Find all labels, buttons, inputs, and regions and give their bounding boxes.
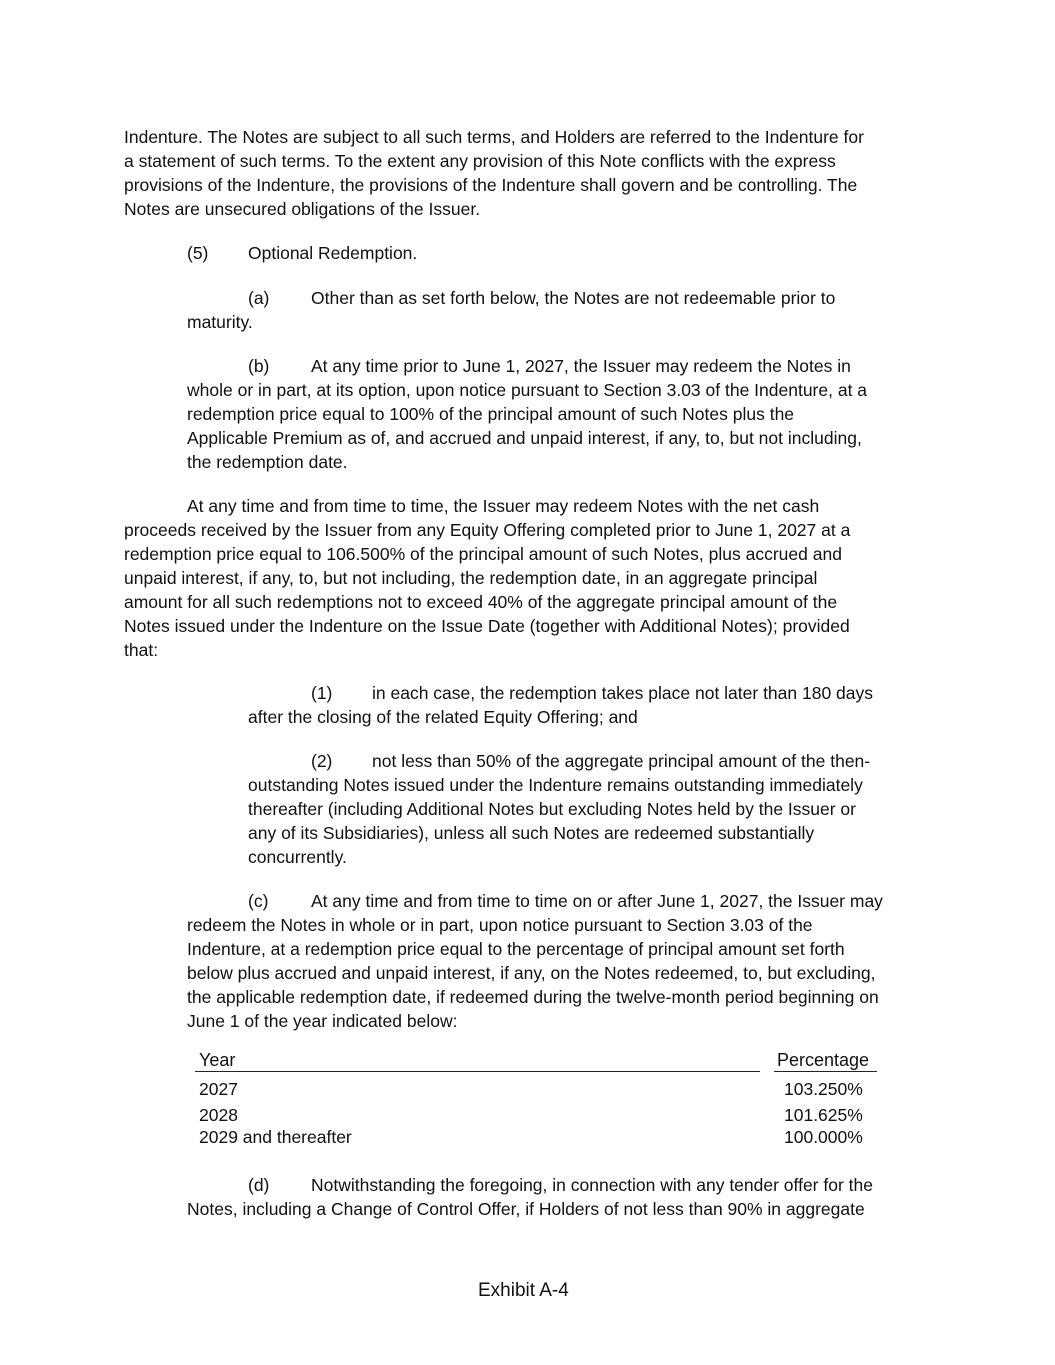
text-line: Notes, including a Change of Control Offer, if Holders of not less than 90% in aggregate — [187, 1199, 865, 1219]
text-line: At any time and from time to time, the Issuer may redeem Notes with the net cash — [187, 496, 820, 516]
clause-label: (b) — [248, 356, 270, 376]
table-cell-year: 2027 — [199, 1079, 238, 1099]
text-line: any of its Subsidiaries), unless all such Notes are redeemed substantially — [248, 823, 815, 843]
table-cell-percentage: 103.250% — [784, 1079, 863, 1099]
text-line: redemption price equal to 100% of the principal amount of such Notes plus the — [187, 404, 795, 424]
table-cell-year: 2028 — [199, 1105, 238, 1125]
text-line: thereafter (including Additional Notes but excluding Notes held by the Issuer or — [248, 799, 856, 819]
text-line: in each case, the redemption takes place not later than 180 days — [372, 683, 874, 703]
condition-label: (2) — [311, 751, 333, 771]
text-line: Notes are unsecured obligations of the Issuer. — [124, 199, 481, 219]
text-line: not less than 50% of the aggregate principal amount of the then- — [372, 751, 871, 771]
text-line: Indenture, at a redemption price equal to the percentage of principal amount set forth — [187, 939, 845, 959]
clause-label: (d) — [248, 1175, 270, 1195]
section-title: Optional Redemption. — [248, 243, 418, 263]
text-line: outstanding Notes issued under the Indenture remains outstanding immediately — [248, 775, 863, 795]
table-header-percentage: Percentage — [777, 1050, 870, 1070]
table-header-rule — [774, 1071, 877, 1072]
text-line: maturity. — [187, 312, 253, 332]
text-line: redeem the Notes in whole or in part, upon notice pursuant to Section 3.03 of the — [187, 915, 813, 935]
text-line: Notes issued under the Indenture on the Issue Date (together with Additional Notes); provided — [124, 616, 850, 636]
text-line: proceeds received by the Issuer from any Equity Offering completed prior to June 1, 2027 at a — [124, 520, 851, 540]
text-line: the redemption date. — [187, 452, 348, 472]
text-line: unpaid interest, if any, to, but not including, the redemption date, in an aggregate principal — [124, 568, 818, 588]
text-line: below plus accrued and unpaid interest, if any, on the Notes redeemed, to, but excluding, — [187, 963, 876, 983]
text-line: At any time prior to June 1, 2027, the Issuer may redeem the Notes in — [311, 356, 851, 376]
text-line: provisions of the Indenture, the provisions of the Indenture shall govern and be controlling. The — [124, 175, 858, 195]
table-cell-percentage: 100.000% — [784, 1127, 863, 1147]
condition-label: (1) — [311, 683, 333, 703]
text-line: Other than as set forth below, the Notes are not redeemable prior to — [311, 288, 836, 308]
text-line: At any time and from time to time on or after June 1, 2027, the Issuer may — [311, 891, 883, 911]
text-line: after the closing of the related Equity Offering; and — [248, 707, 638, 727]
text-line: the applicable redemption date, if redeemed during the twelve-month period beginning on — [187, 987, 879, 1007]
text-line: Notwithstanding the foregoing, in connection with any tender offer for the — [311, 1175, 873, 1195]
text-line: a statement of such terms. To the extent any provision of this Note conflicts with the express — [124, 151, 836, 171]
text-line: June 1 of the year indicated below: — [187, 1011, 458, 1031]
clause-label: (c) — [248, 891, 269, 911]
text-line: Applicable Premium as of, and accrued and unpaid interest, if any, to, but not including, — [187, 428, 862, 448]
text-line: whole or in part, at its option, upon notice pursuant to Section 3.03 of the Indenture, at a — [187, 380, 868, 400]
text-line: Indenture. The Notes are subject to all such terms, and Holders are referred to the Indenture for — [124, 127, 864, 147]
text-line: concurrently. — [248, 847, 347, 867]
table-header-rule — [195, 1071, 760, 1072]
table-header-year: Year — [199, 1050, 236, 1070]
text-line: redemption price equal to 106.500% of the principal amount of such Notes, plus accrued and — [124, 544, 842, 564]
text-line: that: — [124, 640, 159, 660]
text-line: amount for all such redemptions not to exceed 40% of the aggregate principal amount of the — [124, 592, 838, 612]
page-footer: Exhibit A-4 — [478, 1280, 569, 1301]
clause-label: (a) — [248, 288, 270, 308]
table-cell-percentage: 101.625% — [784, 1105, 863, 1125]
section-number: (5) — [187, 243, 209, 263]
table-cell-year: 2029 and thereafter — [199, 1127, 352, 1147]
